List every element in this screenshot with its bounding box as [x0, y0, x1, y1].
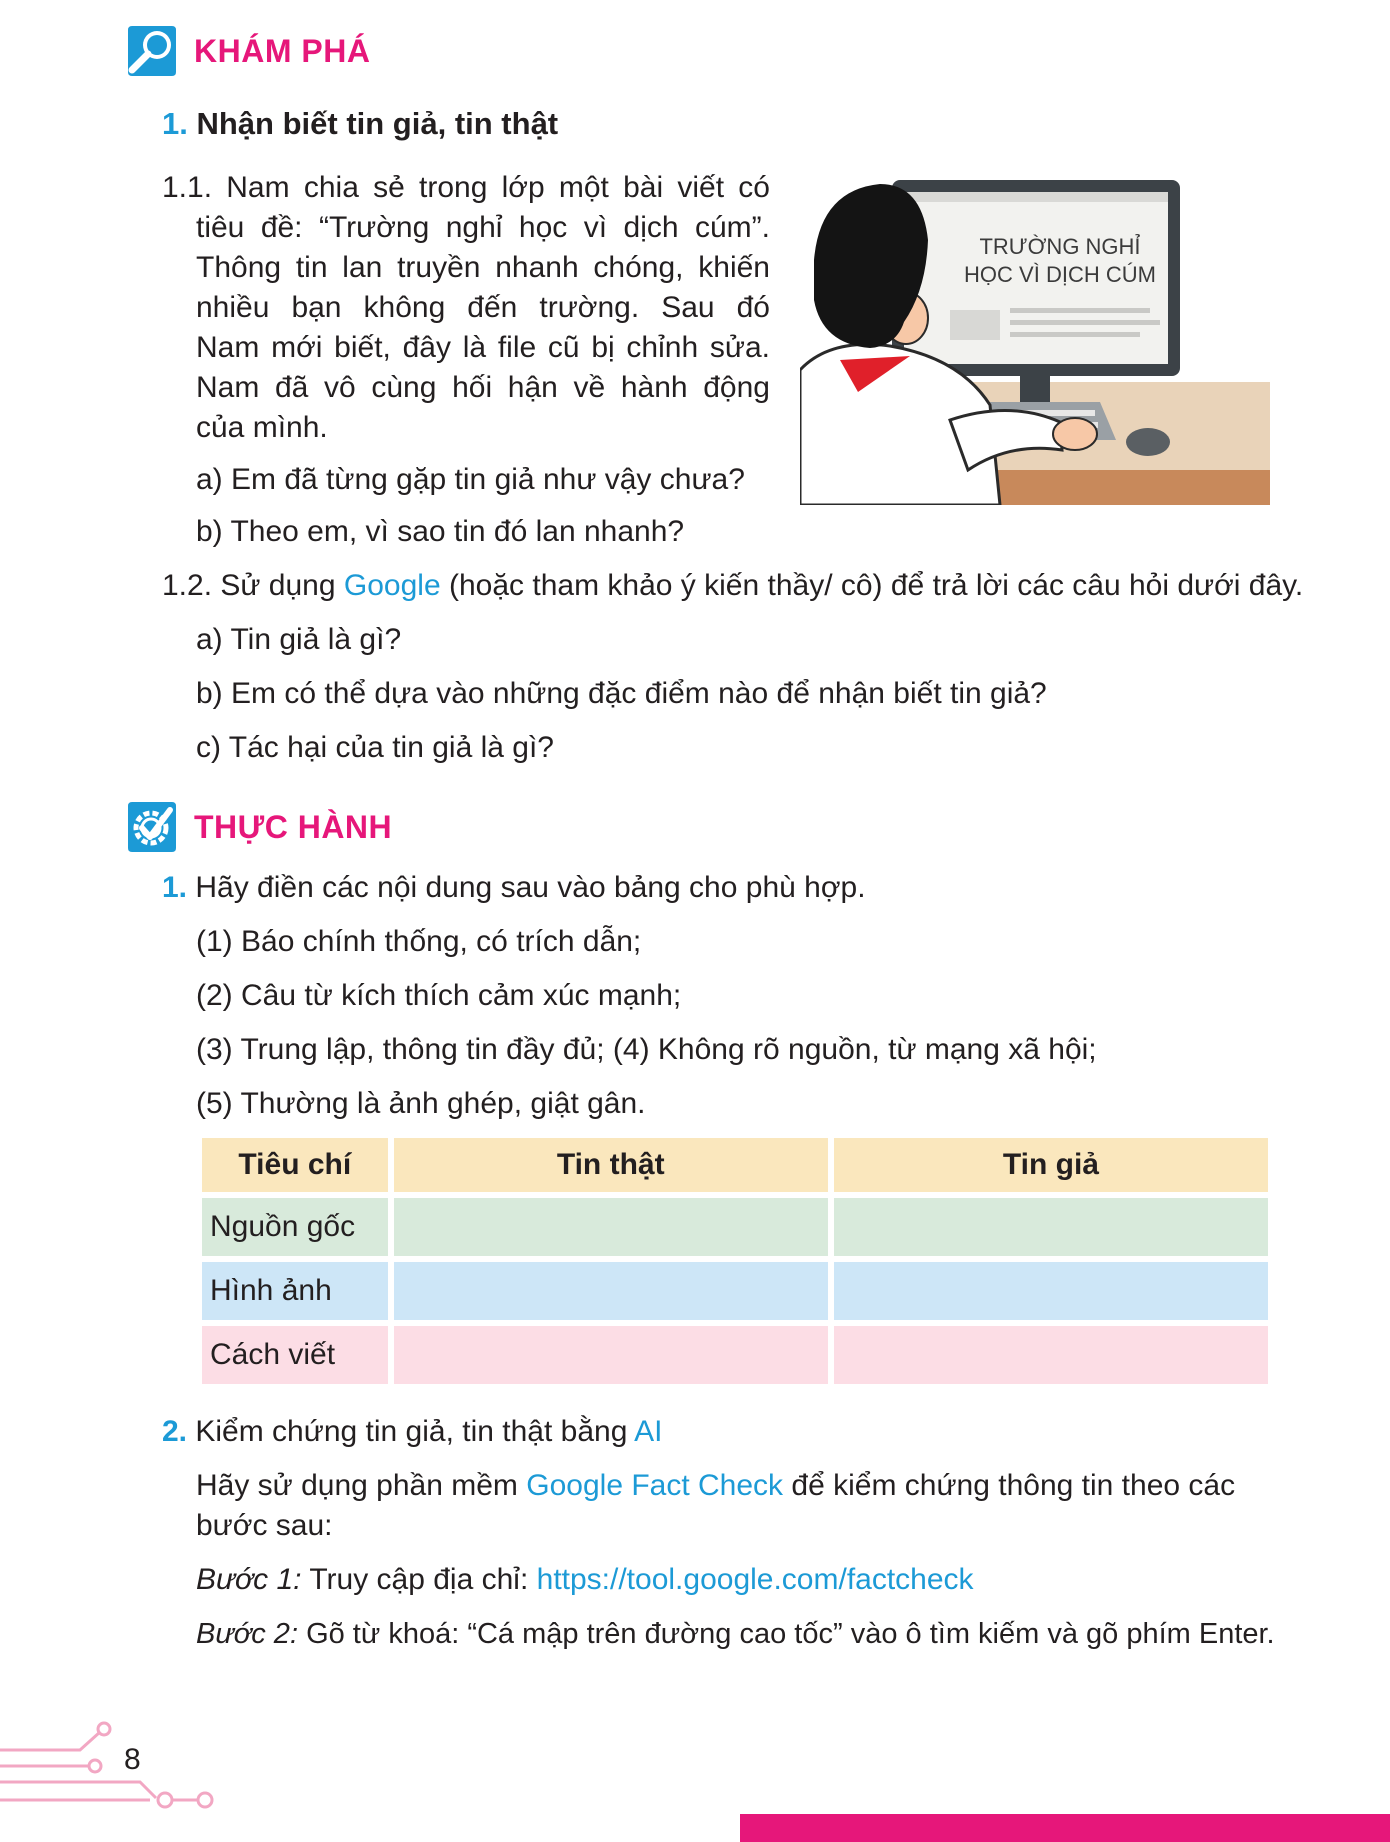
- paragraph-1-1: 1.1. Nam chia sẻ trong lớp một bài viết có tiêu đề: “Trường nghỉ học vì dịch cúm”. Thông tin lan truyền nhanh chóng, khiến nhiều bạn không đến trường. Sau đó Nam mới biết, đây là file cũ bị chỉnh sửa. Nam đã vô cùng hối hận về hành động của mình.: [162, 171, 770, 444]
- answer-cell[interactable]: [394, 1262, 828, 1320]
- row-label: Cách viết: [202, 1326, 388, 1384]
- paragraph-1-2: 1.2. Sử dụng Google (hoặc tham khảo ý kiến thầy/ cô) để trả lời các câu hỏi dưới đây.: [162, 569, 1304, 602]
- option-2: (2) Câu từ kích thích cảm xúc mạnh;: [196, 979, 682, 1012]
- answer-cell[interactable]: [834, 1198, 1268, 1256]
- classification-table: [196, 1132, 1274, 1390]
- google-fact-check-link[interactable]: Google Fact Check: [526, 1469, 784, 1502]
- exercise-2: 2. Kiểm chứng tin giả, tin thật bằng AI: [162, 1415, 663, 1448]
- answer-cell[interactable]: [834, 1326, 1268, 1384]
- gear-check-icon: [124, 800, 178, 854]
- question-1-2-a: a) Tin giả là gì?: [196, 623, 402, 656]
- table-header-row: [202, 1138, 1268, 1192]
- header-fake-news: Tin giả: [834, 1138, 1268, 1192]
- exercise-2-instructions: Hãy sử dụng phần mềm Google Fact Check để kiểm chứng thông tin theo các bước sau:: [196, 1469, 1236, 1542]
- question-b: b) Theo em, vì sao tin đó lan nhanh?: [196, 515, 685, 548]
- row-label: Hình ảnh: [202, 1262, 388, 1320]
- thuc-hanh-header: [124, 800, 392, 854]
- table-row: [202, 1198, 1268, 1256]
- screen-headline-line1: TRƯỜNG NGHỈ: [979, 234, 1141, 259]
- google-link[interactable]: Google: [343, 569, 441, 602]
- step-2: Bước 2: Gõ từ khoá: “Cá mập trên đường cao tốc” vào ô tìm kiếm và gõ phím Enter.: [196, 1618, 1275, 1650]
- question-1-2-c: c) Tác hại của tin giả là gì?: [196, 731, 554, 764]
- option-3-4: (3) Trung lập, thông tin đầy đủ; (4) Không rõ nguồn, từ mạng xã hội;: [196, 1033, 1097, 1066]
- question-a: a) Em đã từng gặp tin giả như vậy chưa?: [196, 463, 745, 496]
- question-1-2-b: b) Em có thể dựa vào những đặc điểm nào để nhận biết tin giả?: [196, 677, 1047, 710]
- option-5: (5) Thường là ảnh ghép, giật gân.: [196, 1087, 646, 1120]
- row-label: Nguồn gốc: [202, 1198, 388, 1256]
- table-row: [202, 1262, 1268, 1320]
- answer-cell[interactable]: [394, 1326, 828, 1384]
- ai-link[interactable]: AI: [634, 1415, 663, 1448]
- exercise-1: 1. Hãy điền các nội dung sau vào bảng cho phù hợp.: [162, 871, 866, 904]
- section-title: KHÁM PHÁ: [194, 32, 371, 69]
- magnifier-icon: [124, 24, 178, 78]
- table-row: [202, 1326, 1268, 1384]
- answer-cell[interactable]: [834, 1262, 1268, 1320]
- item-heading: 1. Nhận biết tin giả, tin thật: [162, 106, 559, 141]
- circuit-decoration: [0, 1720, 220, 1820]
- student-computer-illustration: [800, 170, 1270, 505]
- step-1: Bước 1: Truy cập địa chỉ: https://tool.google.com/factcheck: [196, 1563, 974, 1596]
- page-number: 8: [124, 1743, 141, 1776]
- kham-pha-header: [124, 24, 370, 78]
- header-criteria: Tiêu chí: [202, 1138, 388, 1192]
- section-title: THỰC HÀNH: [194, 808, 393, 845]
- option-1: (1) Báo chính thống, có trích dẫn;: [196, 925, 642, 958]
- answer-cell[interactable]: [394, 1198, 828, 1256]
- footer-bar: [740, 1814, 1390, 1842]
- header-real-news: Tin thật: [394, 1138, 828, 1192]
- factcheck-url-link[interactable]: https://tool.google.com/factcheck: [536, 1563, 974, 1596]
- screen-headline-line2: HỌC VÌ DỊCH CÚM: [964, 262, 1156, 287]
